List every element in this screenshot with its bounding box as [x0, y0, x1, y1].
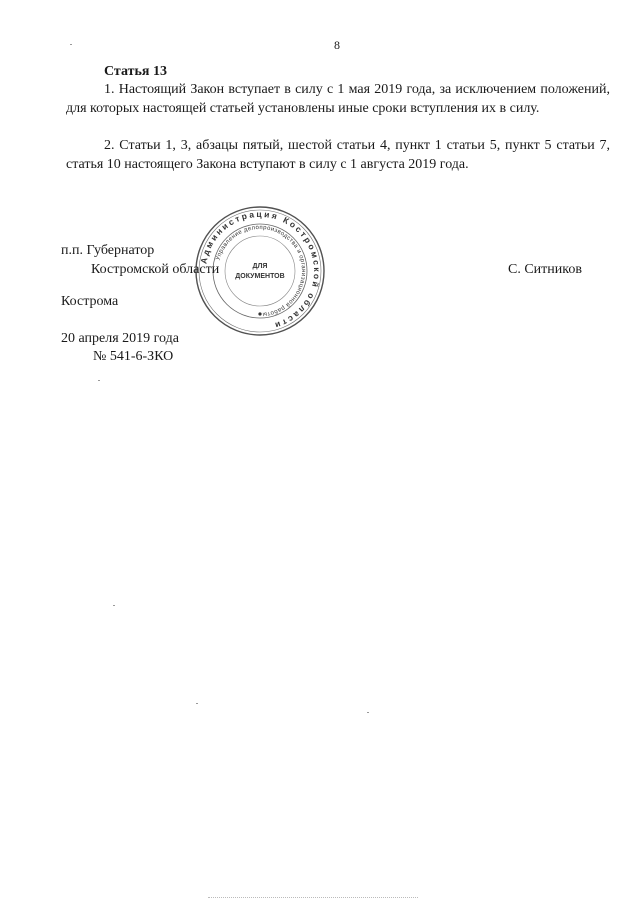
place-of-signing: Кострома: [61, 294, 119, 309]
scan-speck: [113, 605, 115, 606]
paragraph-1-text: 1. Настоящий Закон вступает в силу с 1 мая 2019 года, за исключением положений, для которых настоящей статьей установлены иные сроки вступления их в силу.: [66, 82, 610, 116]
document-number: № 541-6-ЗКО: [93, 349, 174, 364]
stamp-center-line-2: ДОКУМЕНТОВ: [235, 273, 285, 280]
stamp-middle-text: Управление делопроизводства и организационной работы: [215, 224, 307, 317]
scan-speck: [196, 703, 198, 704]
scan-speck: [70, 44, 72, 45]
stamp-center-line-1: ДЛЯ: [252, 263, 268, 270]
paragraph-2-text: 2. Статьи 1, 3, абзацы пятый, шестой статьи 4, пункт 1 статьи 5, пункт 5 статьи 7, статья 10 настоящего Закона вступают в силу с 1 августа 2019 года.: [66, 138, 610, 172]
page-number: 8: [334, 38, 340, 52]
signatory-region: Костромской области: [91, 262, 220, 277]
paragraph-2: [66, 136, 610, 174]
signatory-name: С. Ситников: [508, 262, 582, 277]
scan-speck: [367, 712, 369, 713]
scan-edge-line: [208, 897, 418, 899]
official-stamp: [193, 204, 327, 338]
article-title: Статья 13: [104, 64, 167, 79]
scan-speck: [98, 380, 100, 381]
stamp-outer-text: Администрация Костромской области: [198, 208, 323, 332]
stamp-dot: [258, 312, 261, 315]
signatory-position: п.п. Губернатор: [61, 243, 155, 258]
document-date: 20 апреля 2019 года: [61, 331, 179, 346]
paragraph-1: [66, 80, 610, 118]
